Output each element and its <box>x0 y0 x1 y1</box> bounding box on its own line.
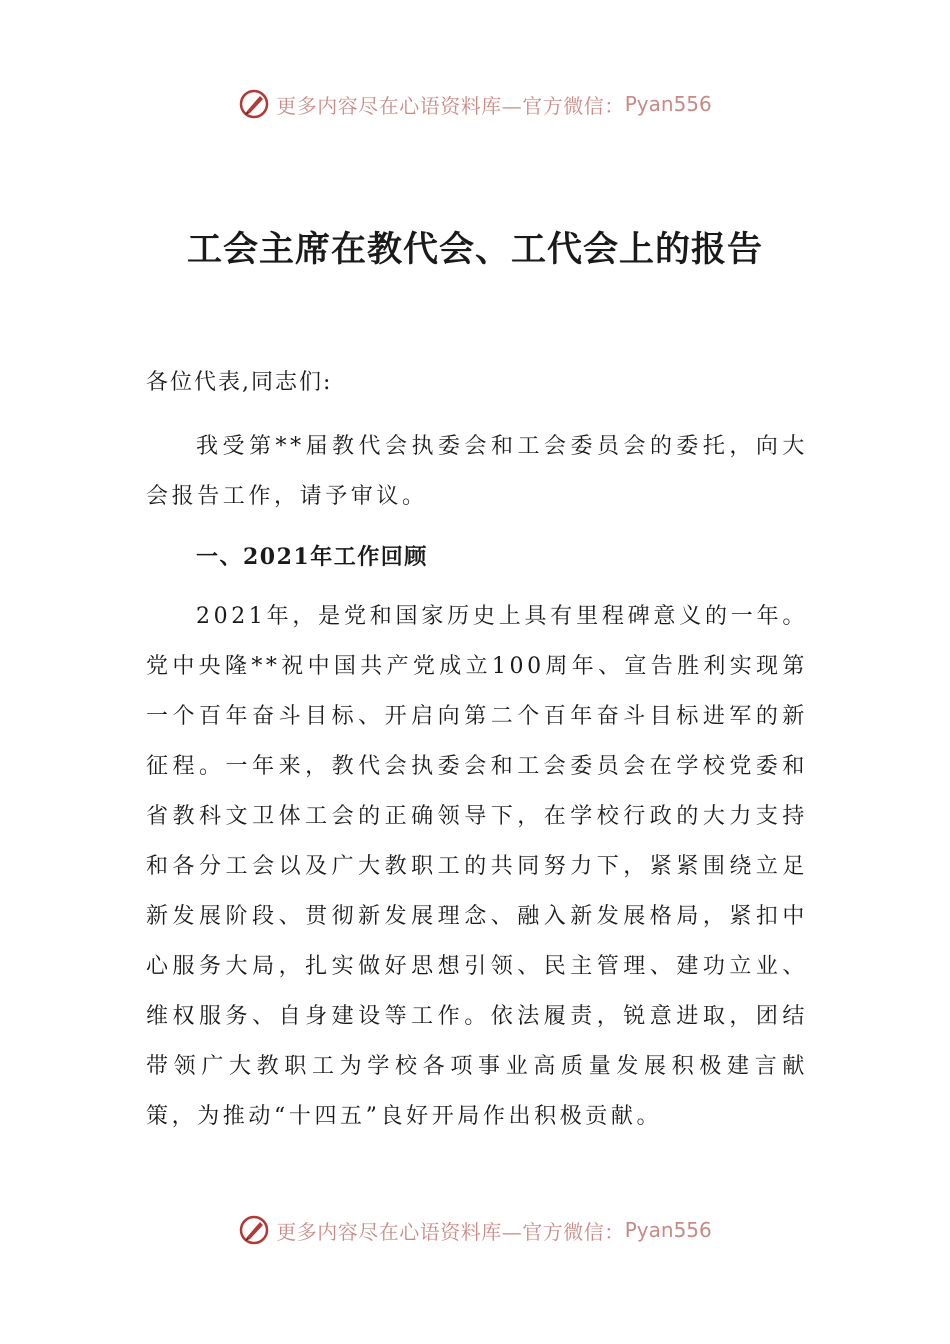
salutation: 各位代表,同志们: <box>146 370 333 395</box>
document-body <box>146 358 808 1152</box>
header-watermark <box>0 84 950 124</box>
pen-logo-icon <box>238 88 270 120</box>
pen-logo-icon <box>238 1214 270 1246</box>
watermark-text: 更多内容尽在心语资料库—官方微信： <box>276 93 625 118</box>
footer-watermark <box>0 1210 950 1250</box>
watermark-wechat-id: Pyan556 <box>624 92 712 116</box>
section-paragraph: 2021年，是党和国家历史上具有里程碑意义的一年。党中央隆**祝中国共产党成立100周年、宣告胜利实现第一个百年奋斗目标、开启向第二个百年奋斗目标进军的新征程。一年来，教代会执委会和工会委员会在学校党委和省教科文卫体工会的正确领导下，在学校行政的大力支持和各分工会以及广大教职工的共同努力下，紧紧围绕立足新发展阶段、贯彻新发展理念、融入新发展格局，紧扣中心服务大局，扎实做好思想引领、民主管理、建功立业、维权服务、自身建设等工作。依法履责，锐意进取，团结带领广大教职工为学校各项事业高质量发展积极建言献策，为推动“十四五”良好开局作出积极贡献。 <box>146 604 808 1129</box>
document-title: 工会主席在教代会、工代会上的报告 <box>186 229 763 270</box>
section-heading: 一、2021年工作回顾 <box>196 544 428 570</box>
intro-paragraph: 我受第**届教代会执委会和工会委员会的委托，向大会报告工作，请予审议。 <box>146 434 808 509</box>
watermark-wechat-id: Pyan556 <box>624 1218 712 1242</box>
watermark-text: 更多内容尽在心语资料库—官方微信： <box>276 1219 625 1244</box>
